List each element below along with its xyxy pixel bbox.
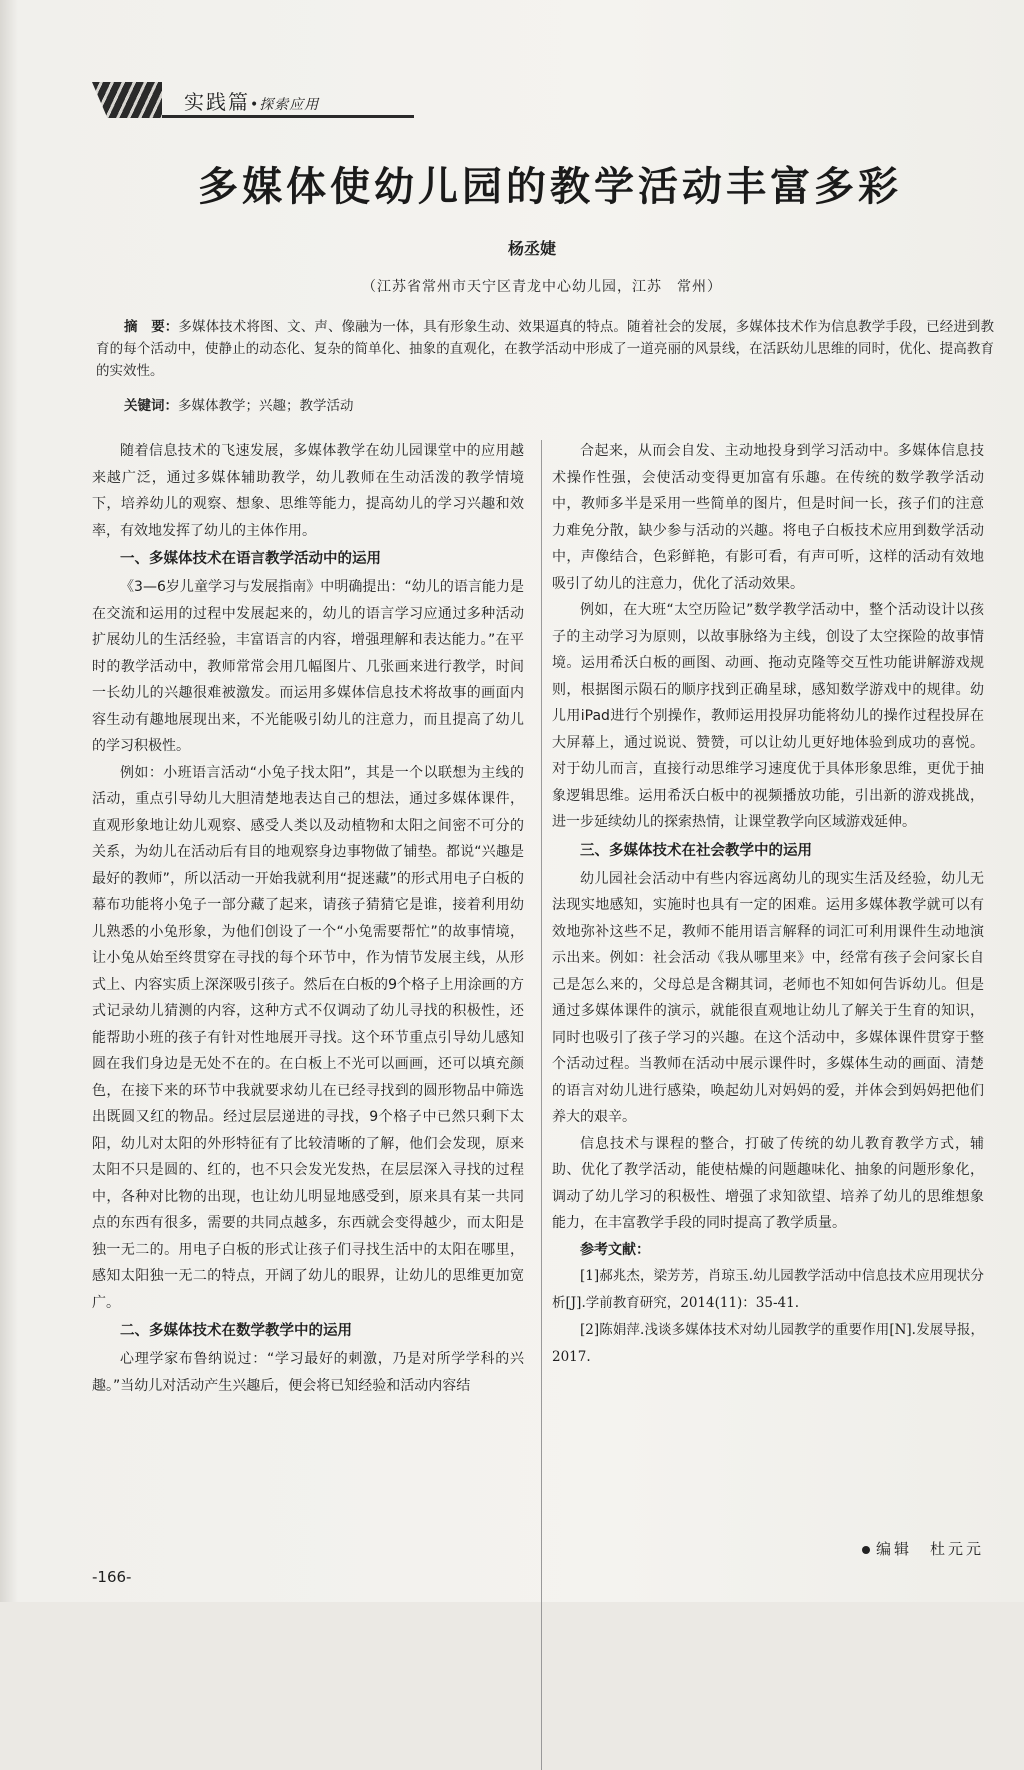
paragraph: 幼儿园社会活动中有些内容远离幼儿的现实生活及经验，幼儿无法现实地感知，实施时也具有一定的困难。运用多媒体教学就可以有效地弥补这些不足，教师不能用语言解释的词汇可利用课件生动地演示出来。例如：社会活动《我从哪里来》中，经常有孩子会问家长自己是怎么来的，父母总是含糊其词，老师也不知如何告诉幼儿。但是通过多媒体课件的演示，就能很直观地让幼儿了解关于生育的知识，同时也吸引了孩子学习的兴趣。在这个活动中，多媒体课件贯穿于整个活动过程。当教师在活动中展示课件时，多媒体生动的画面、清楚的语言对幼儿进行感染，唤起幼儿对妈妈的爱，并体会到妈妈把他们养大的艰辛。 — [552, 870, 984, 1125]
bullet-icon — [862, 1546, 870, 1554]
paragraph: 信息技术与课程的整合，打破了传统的幼儿教育教学方式，辅助、优化了教学活动，能使枯燥的问题趣味化、抽象的问题形象化，调动了幼儿学习的积极性、增强了求知欲望、培养了幼儿的思维想象能力，在丰富教学手段的同时提高了教学质量。 — [552, 1135, 984, 1231]
section-heading: 二、多媒体技术在数学教学中的运用 — [120, 1323, 352, 1339]
abstract — [96, 316, 994, 382]
references-heading: 参考文献： — [580, 1241, 650, 1258]
keywords-label: 关键词： — [124, 398, 178, 414]
paragraph: 随着信息技术的飞速发展，多媒体教学在幼儿园课堂中的应用越来越广泛，通过多媒体辅助教学，幼儿教师在生动活泼的教学情境下，培养幼儿的观察、想象、思维等能力，提高幼儿的学习兴趣和效率，有效地发挥了幼儿的主体作用。 — [92, 443, 524, 539]
abstract-text: 多媒体技术将图、文、声、像融为一体，具有形象生动、效果逼真的特点。随着社会的发展，多媒体技术作为信息教学手段，已经进到教育的每个活动中，使静止的动态化、复杂的简单化、抽象的直观化，在教学活动中形成了一道亮丽的风景线，在活跃幼儿思维的同时，优化、提高教育的实效性。 — [96, 319, 995, 379]
paragraph: 例如：小班语言活动“小兔子找太阳”，其是一个以联想为主线的活动，重点引导幼儿大胆清楚地表达自己的想法，通过多媒体课件，直观形象地让幼儿观察、感受人类以及动植物和太阳之间密不可分的关系，为幼儿在活动后有目的地观察身边事物做了铺垫。都说“兴趣是最好的教师”，所以活动一开始我就利用“捉迷藏”的形式用电子白板的幕布功能将小兔子一部分藏了起来，请孩子猜猜它是谁，接着利用幼儿熟悉的小兔形象，为他们创设了一个“小兔需要帮忙”的故事情境，让小兔从始至终贯穿在寻找的每个环节中，作为情节发展主线，从形式上、内容实质上深深吸引孩子。然后在白板的9个格子上用涂画的方式记录幼儿猜测的内容，这种方式不仅调动了幼儿寻找的积极性，还能帮助小班的孩子有针对性地展开寻找。这个环节重点引导幼儿感知圆在我们身边是无处不在的。在白板上不光可以画画，还可以填充颜色，在接下来的环节中我就要求幼儿在已经寻找到的圆形物品中筛选出既圆又红的物品。经过层层递进的寻找，9个格子中已然只剩下太阳，幼儿对太阳的外形特征有了比较清晰的了解，他们会发现，原来太阳不只是圆的、红的，也不只会发光发热，在层层深入寻找的过程中，各种对比物的出现，也让幼儿明显地感受到，原来具有某一共同点的东西有很多，需要的共同点越多，东西就会变得越少，而太阳是独一无二的。用电子白板的形式让孩子们寻找生活中的太阳在哪里，感知太阳独一无二的特点，开阔了幼儿的眼界，让幼儿的思维更加宽广。 — [92, 764, 524, 1311]
section-heading: 一、多媒体技术在语言教学活动中的运用 — [120, 551, 381, 567]
section-underline — [162, 115, 414, 118]
left-column — [92, 438, 524, 1399]
abstract-label: 摘 要： — [124, 319, 179, 335]
editor-name: 编辑 杜元元 — [876, 1540, 985, 1558]
section-stripe-decoration — [92, 82, 162, 118]
author-affiliation: （江苏省常州市天宁区青龙中心幼儿园，江苏 常州） — [362, 279, 722, 295]
section-heading: 三、多媒体技术在社会教学中的运用 — [580, 842, 812, 859]
paragraph: 心理学家布鲁纳说过：“学习最好的刺激，乃是对所学学科的兴趣。”当幼儿对活动产生兴趣后，便会将已知经验和活动内容结 — [92, 1351, 524, 1394]
keywords-text: 多媒体教学；兴趣；教学活动 — [178, 398, 354, 414]
reference-item: [2]陈娟萍.浅谈多媒体技术对幼儿园教学的重要作用[N].发展导报，2017. — [552, 1322, 984, 1365]
section-name: 实践篇 — [184, 90, 250, 114]
paragraph: 合起来，从而会自发、主动地投身到学习活动中。多媒体信息技术操作性强，会使活动变得更加富有乐趣。在传统的数学教学活动中，教师多半是采用一些简单的图片，但是时间一长，孩子们的注意力难免分散，缺少参与活动的兴趣。将电子白板技术应用到数学活动中，声像结合，色彩鲜艳，有影可看，有声可听，这样的活动有效地吸引了幼儿的注意力，优化了活动效果。 — [552, 443, 984, 592]
paragraph: 《3—6岁儿童学习与发展指南》中明确提出：“幼儿的语言能力是在交流和运用的过程中发展起来的，幼儿的语言学习应通过多种活动扩展幼儿的生活经验，丰富语言的内容，增强理解和表达能力。”在平时的教学活动中，教师常常会用几幅图片、几张画来进行教学，时间一长幼儿的兴趣很难被激发。而运用多媒体信息技术将故事的画面内容生动有趣地展现出来，不光能吸引幼儿的注意力，而且提高了幼儿的学习积极性。 — [92, 579, 524, 754]
keywords — [124, 394, 354, 414]
column-divider — [541, 440, 542, 1770]
page-number: -166- — [92, 1568, 132, 1586]
paragraph: 例如，在大班“太空历险记”数学教学活动中，整个活动设计以孩子的主动学习为原则，以故事脉络为主线，创设了太空探险的故事情境。运用希沃白板的画图、动画、拖动克隆等交互性功能讲解游戏规则，根据图示陨石的顺序找到正确星球，感知数学游戏中的规律。幼儿用iPad进行个别操作，教师运用投屏功能将幼儿的操作过程投屏在大屏幕上，通过说说、赞赞，可以让幼儿更好地体验到成功的喜悦。对于幼儿而言，直接行动思维学习速度优于具体形象思维，更优于抽象逻辑思维。运用希沃白板中的视频播放功能，引出新的游戏挑战，进一步延续幼儿的探索热情，让课堂教学向区域游戏延伸。 — [552, 602, 984, 830]
section-header — [92, 82, 414, 118]
reference-item: [1]郝兆杰，梁芳芳，肖琼玉.幼儿园教学活动中信息技术应用现状分析[J].学前教育研究，2014(11)：35-41. — [552, 1268, 984, 1311]
article-author: 杨丞婕 — [507, 239, 556, 258]
editor-credit — [862, 1538, 984, 1559]
right-column — [552, 438, 984, 1371]
article-title: 多媒体使幼儿园的教学活动丰富多彩 — [198, 164, 902, 210]
subsection-name: •探索应用 — [250, 97, 320, 113]
